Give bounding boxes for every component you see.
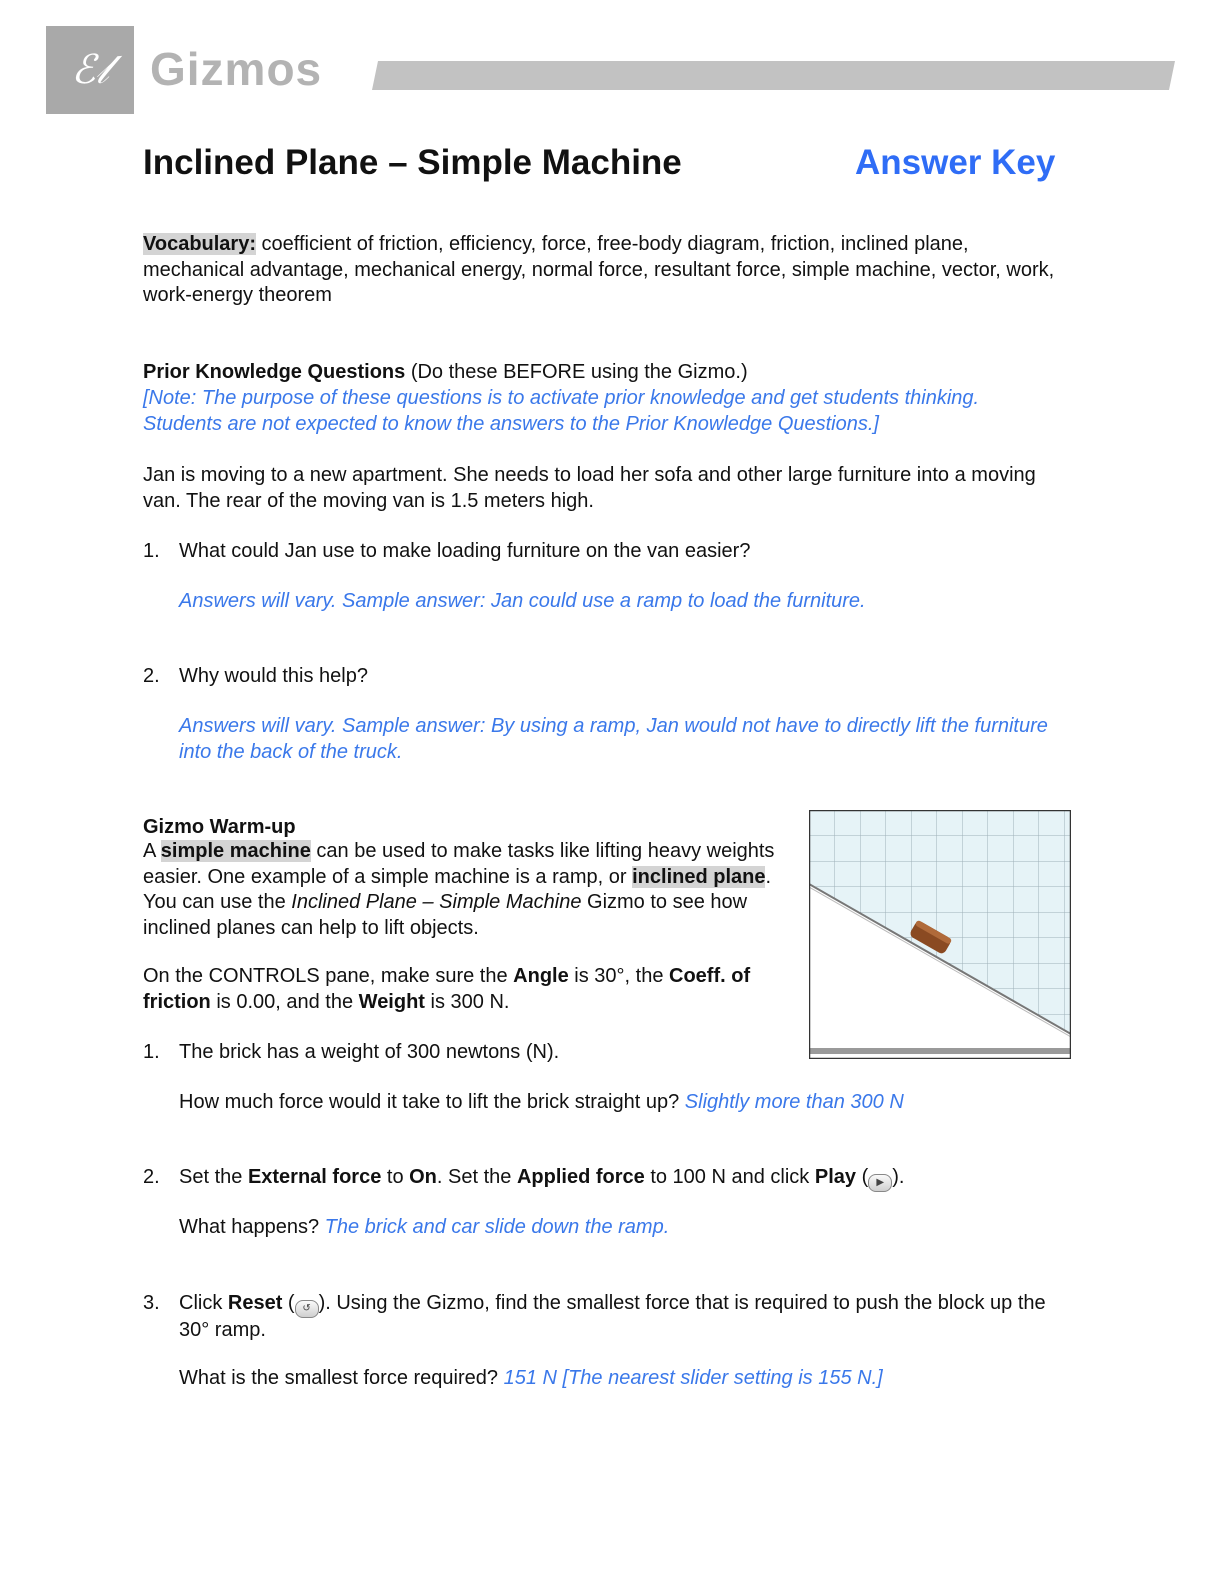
text-span: can be used to make tasks like lifting heavy weights easier. One example of a simple machine is a ramp, or [143, 840, 775, 888]
coeff-term: Coeff. of friction [143, 965, 751, 1013]
prior-knowledge-heading [143, 360, 1063, 386]
text-span: to 100 N and click [644, 1166, 815, 1188]
text-span: What is the smallest force required? [179, 1367, 504, 1389]
brand-name: Gizmos [150, 43, 323, 95]
applied-force-term: Applied force [516, 1166, 645, 1188]
text-span: Click [179, 1292, 228, 1314]
warmup-a3-text: 151 N [The nearest slider setting is 155 N.] [503, 1367, 883, 1389]
warmup-q1-number: 1. [143, 1041, 160, 1063]
vocabulary-label: Vocabulary: [143, 233, 256, 255]
text-span: ( [856, 1166, 869, 1188]
prior-heading: Prior Knowledge Questions [143, 361, 406, 383]
text-span: to [381, 1166, 410, 1188]
text-span: ( [282, 1292, 295, 1314]
prior-q1-number: 1. [143, 540, 160, 562]
reset-icon: ↺ [295, 1300, 319, 1318]
angle-term: Angle [513, 965, 569, 987]
play-term: Play [814, 1166, 857, 1188]
warmup-q2-number: 2. [143, 1166, 160, 1188]
warmup-q2-sub [179, 1215, 1069, 1241]
warmup-a1-text: Slightly more than 300 N [684, 1091, 904, 1113]
play-icon: ▶ [868, 1174, 892, 1192]
inclined-plane-simulation-image [809, 810, 1071, 1059]
text-span: ). Using the Gizmo, find the smallest force that is required to push the block up the 30° ramp. [179, 1292, 1046, 1341]
prior-a1-text: Answers will vary. Sample answer: Jan could use a ramp to load the furniture. [179, 590, 866, 612]
gizmos-logo [46, 26, 134, 114]
page-title: Inclined Plane – Simple Machine [143, 143, 682, 182]
gizmo-name: Inclined Plane – Simple Machine [291, 891, 582, 913]
warmup-q1-sub [179, 1090, 1069, 1116]
text-span: How much force would it take to lift the brick straight up? [179, 1091, 685, 1113]
reset-term: Reset [227, 1292, 283, 1314]
prior-q1-text: What could Jan use to make loading furniture on the van easier? [179, 540, 751, 562]
warmup-a2-text: The brick and car slide down the ramp. [324, 1216, 670, 1238]
on-term: On [409, 1166, 437, 1188]
prior-heading-note: (Do these BEFORE using the Gizmo.) [405, 361, 748, 383]
text-span: What happens? [179, 1216, 325, 1238]
prior-q2-text: Why would this help? [179, 665, 368, 687]
warmup-q3-sub [179, 1366, 1069, 1392]
text-span: A [143, 840, 161, 862]
logo-glyph: ℰ𝓁 [71, 47, 109, 93]
term-simple-machine: simple machine [160, 840, 311, 862]
weight-term: Weight [358, 990, 425, 1013]
warmup-paragraph-2 [143, 964, 788, 1015]
term-inclined-plane: inclined plane [632, 865, 766, 888]
text-span: . You can use the [143, 865, 772, 913]
external-force-term: External force [247, 1166, 382, 1188]
text-span: Set the [179, 1166, 248, 1188]
warmup-q3-text [179, 1291, 1064, 1344]
text-span: is 0.00, and the [210, 990, 359, 1013]
warmup-paragraph-1 [143, 839, 788, 941]
text-span: is 300 N. [424, 990, 510, 1013]
prior-q2-number: 2. [143, 665, 160, 687]
warmup-q3-number: 3. [143, 1292, 160, 1314]
answer-key-label: Answer Key [855, 143, 1056, 182]
header-bar [372, 61, 1175, 90]
warmup-heading: Gizmo Warm-up [143, 816, 296, 838]
text-span: . Set the [436, 1166, 517, 1188]
prior-intro: Jan is moving to a new apartment. She needs to load her sofa and other large furniture into a moving van. The rear of the moving van is 1.5 meters high. [143, 464, 1036, 512]
vocabulary-paragraph [143, 232, 1063, 309]
warmup-q2-text [179, 1165, 1069, 1192]
warmup-q1-text: The brick has a weight of 300 newtons (N). [179, 1041, 560, 1063]
text-span: On the CONTROLS pane, make sure the [143, 965, 514, 987]
prior-a2-text: Answers will vary. Sample answer: By using a ramp, Jan would not have to directly lift the furniture into the back of the truck. [179, 715, 1048, 763]
text-span: is 30°, the [568, 965, 670, 987]
text-span: Gizmo to see how inclined planes can help to lift objects. [143, 891, 748, 939]
text-span: ). [892, 1166, 905, 1188]
vocabulary-text: coefficient of friction, efficiency, force, free-body diagram, friction, inclined plane, mechanical advantage, mechanical energy, normal force, resultant force, simple machine, vector, work, work-energy theorem [143, 233, 1055, 306]
prior-note: [Note: The purpose of these questions is to activate prior knowledge and get students thinking. Students are not expected to know the answers to the Prior Knowledge Questions.] [143, 387, 980, 435]
